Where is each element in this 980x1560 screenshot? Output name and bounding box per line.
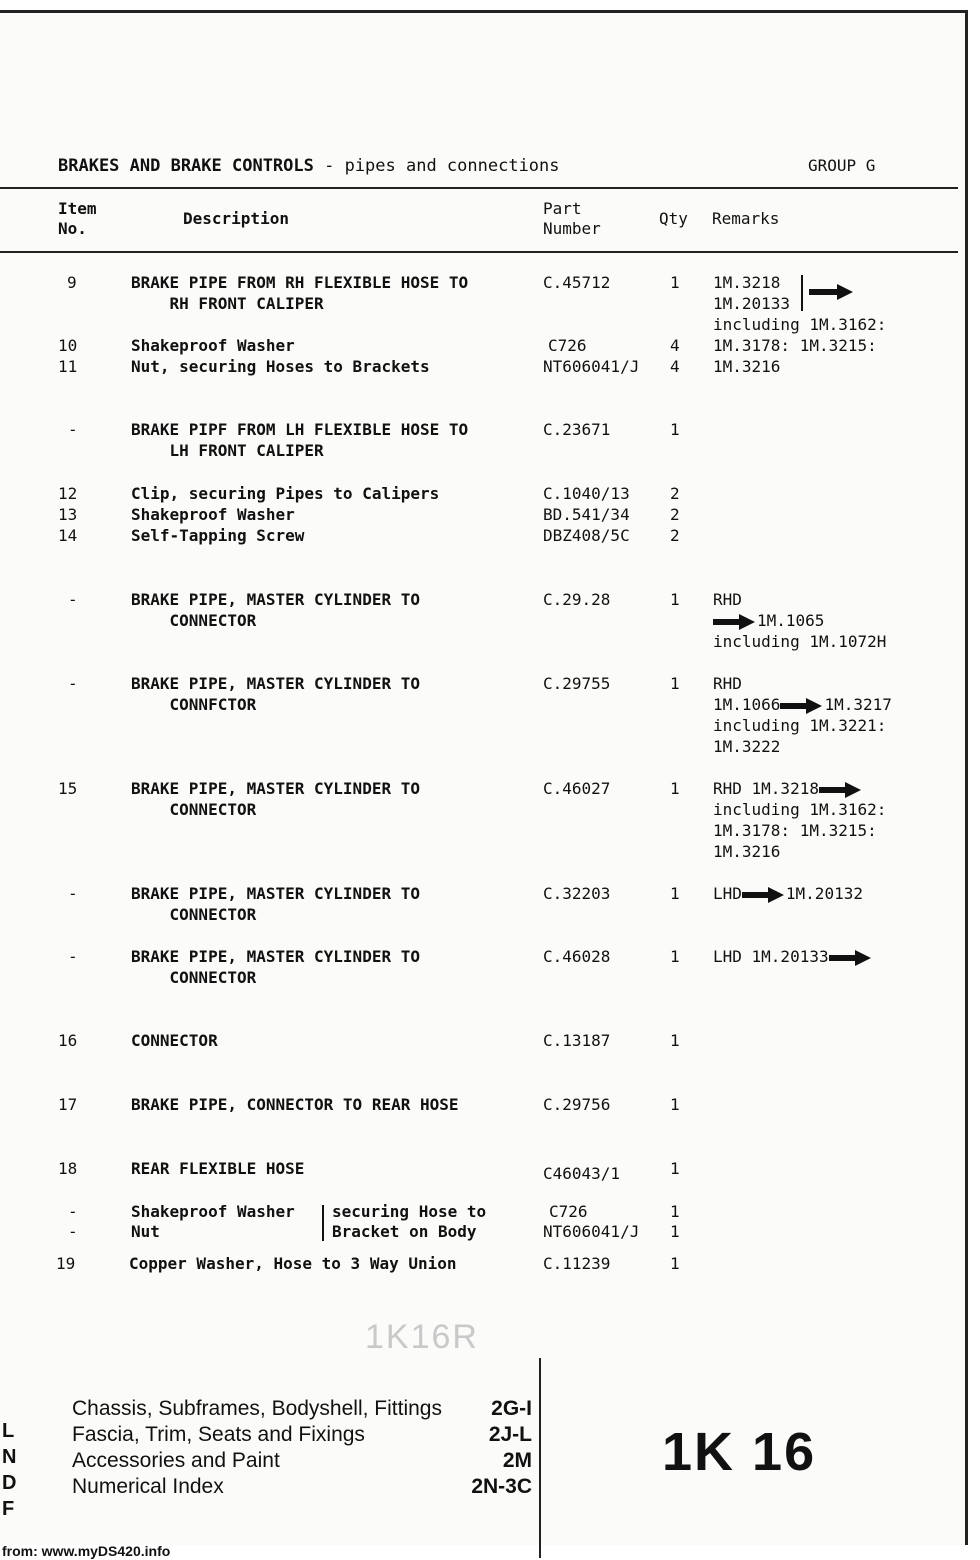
row-remarks: LHD 1M.20133: [713, 946, 873, 967]
row-part-number: C.13187: [543, 1031, 611, 1050]
row-remarks: LHD 1M.20132: [713, 884, 863, 903]
row-item: 9: [67, 273, 77, 292]
margin-letters: L N D F: [2, 1420, 17, 1520]
row-part-number: C.46028: [543, 947, 611, 966]
row-item: 19: [56, 1254, 76, 1273]
row-remarks: 1M.1066 1M.3217: [713, 695, 892, 714]
row-description: BRAKE PIPE, MASTER CYLINDER TO CONNFCTOR: [131, 674, 420, 714]
col-item-no: Item No.: [58, 199, 97, 238]
range-bar: [801, 275, 803, 311]
row-qty: 2: [670, 505, 680, 524]
row-description: REAR FLEXIBLE HOSE: [131, 1159, 305, 1178]
row-remarks: including 1M.3162: 1M.3178: 1M.3215: 1M.3216: [713, 800, 887, 861]
row-remarks: 1M.3218 1M.20133 including 1M.3162: 1M.3178: 1M.3215: 1M.3216: [713, 273, 887, 376]
row-part-number: C.32203: [543, 884, 611, 903]
row-remarks: including 1M.1072H: [713, 632, 887, 651]
row-item: 15: [58, 779, 78, 798]
col-part-number: Part Number: [543, 199, 601, 238]
row-item: 12: [58, 484, 78, 503]
row-description: BRAKE PIPE, CONNECTOR TO REAR HOSE: [131, 1095, 459, 1114]
arrow-right-icon: [829, 950, 873, 966]
row-part-number: C726: [548, 336, 587, 355]
row-item: 14: [58, 526, 78, 545]
row-item: 13: [58, 505, 78, 524]
arrow-right-icon: [819, 782, 863, 798]
row-item: 17: [58, 1095, 78, 1114]
row-item: 16: [58, 1031, 78, 1050]
row-qty: 1: [670, 1031, 680, 1050]
row-part-number: C.11239: [543, 1254, 611, 1273]
row-description: BRAKE PIPE, MASTER CYLINDER TO CONNECTOR: [131, 779, 420, 819]
row-description: Shakeproof Washer: [131, 505, 295, 524]
row-part-number: C.46027: [543, 779, 611, 798]
row-qty: 1: [670, 1095, 680, 1114]
row-qty: 1: [670, 273, 680, 292]
row-qty: 1: [670, 1159, 680, 1178]
header-rule-bottom: [0, 251, 958, 253]
row-description: Clip, securing Pipes to Calipers: [131, 484, 440, 503]
row-description: BRAKE PIPE FROM RH FLEXIBLE HOSE TO RH FRONT CALIPER: [131, 273, 469, 313]
row-item: 18: [58, 1159, 78, 1178]
row-qty: 1: [670, 884, 680, 903]
row-part-number: C726: [549, 1202, 588, 1221]
page-code: 1K 16: [662, 1422, 817, 1482]
row-description: BRAKE PIPF FROM LH FLEXIBLE HOSE TO LH FRONT CALIPER: [131, 420, 469, 460]
row-description: CONNECTOR: [131, 1031, 218, 1050]
row-item: -: [68, 1222, 78, 1241]
row-part-number: DBZ408/5C: [543, 526, 630, 545]
row-item: -: [68, 674, 78, 693]
row-part-number: C.29755: [543, 674, 611, 693]
row-item: -: [68, 947, 78, 966]
row-description: Shakeproof Washer: [131, 1202, 295, 1221]
header-rule-top: [0, 187, 958, 189]
row-item: -: [68, 590, 78, 609]
row-qty: 1: [670, 1222, 680, 1241]
row-item: 10: [58, 336, 78, 355]
col-remarks: Remarks: [712, 209, 780, 228]
index-entry: Fascia, Trim, Seats and Fixings 2J-L: [72, 1423, 532, 1446]
row-description: BRAKE PIPE, MASTER CYLINDER TO CONNECTOR: [131, 590, 420, 630]
row-description: Copper Washer, Hose to 3 Way Union: [129, 1254, 457, 1273]
row-part-number: C.29.28: [543, 590, 611, 609]
row-qty: 4: [670, 336, 680, 355]
row-remarks: RHD 1M.3218: [713, 778, 863, 799]
row-description: Shakeproof Washer: [131, 336, 295, 355]
group-label: GROUP G: [808, 156, 876, 175]
row-qty: 1: [670, 674, 680, 693]
row-part-number: BD.541/34: [543, 505, 630, 524]
row-qty: 1: [670, 947, 680, 966]
row-qty: 1: [670, 420, 680, 439]
row-remarks: including 1M.3221: 1M.3222: [713, 716, 887, 756]
row-part-number: C.23671: [543, 420, 611, 439]
row-item: -: [68, 420, 78, 439]
arrow-right-icon: [809, 284, 855, 300]
faded-stamp: 1K16R: [365, 1318, 479, 1356]
source-credit: from: www.myDS420.info: [2, 1543, 171, 1559]
arrow-right-icon: [780, 698, 824, 714]
row-item: -: [68, 884, 78, 903]
row-part-number: NT606041/J: [543, 357, 640, 376]
row-part-number: C.45712: [543, 273, 611, 292]
index-entry: Chassis, Subframes, Bodyshell, Fittings 2G-I: [72, 1397, 532, 1420]
row-item: -: [68, 1202, 78, 1221]
index-entry: Numerical Index 2N-3C: [72, 1475, 532, 1498]
arrow-right-icon: [713, 614, 757, 630]
section-title: BRAKES AND BRAKE CONTROLS - pipes and connections: [58, 156, 560, 176]
col-qty: Qty: [659, 209, 688, 228]
row-remarks: RHD: [713, 590, 742, 609]
catalogue-page: [0, 10, 968, 1545]
footer-divider: [539, 1358, 541, 1558]
row-description: BRAKE PIPE, MASTER CYLINDER TO CONNECTOR: [131, 884, 420, 924]
group-bracket-bar: [322, 1205, 324, 1241]
row-qty: 1: [670, 1254, 680, 1273]
row-remarks: 1M.1065: [713, 610, 824, 631]
row-remarks: RHD: [713, 674, 742, 693]
row-qty: 1: [670, 1202, 680, 1221]
row-part-number: C46043/1: [543, 1164, 621, 1183]
row-qty: 1: [670, 590, 680, 609]
row-qty: 1: [670, 779, 680, 798]
row-description: Self-Tapping Screw: [131, 526, 305, 545]
col-description: Description: [183, 209, 289, 228]
row-qty: 2: [670, 526, 680, 545]
row-part-number: C.29756: [543, 1095, 611, 1114]
index-entry: Accessories and Paint 2M: [72, 1449, 532, 1472]
arrow-right-icon: [742, 887, 786, 903]
row-description: Nut: [131, 1222, 160, 1241]
row-description: BRAKE PIPE, MASTER CYLINDER TO CONNECTOR: [131, 947, 420, 987]
row-qty: 4: [670, 357, 680, 376]
row-part-number: NT606041/J: [543, 1222, 640, 1241]
row-description-shared: Bracket on Body: [332, 1222, 477, 1241]
row-description: Nut, securing Hoses to Brackets: [131, 357, 430, 376]
row-description-shared: securing Hose to: [332, 1202, 487, 1221]
row-qty: 2: [670, 484, 680, 503]
row-part-number: C.1040/13: [543, 484, 630, 503]
row-item: 11: [58, 357, 78, 376]
